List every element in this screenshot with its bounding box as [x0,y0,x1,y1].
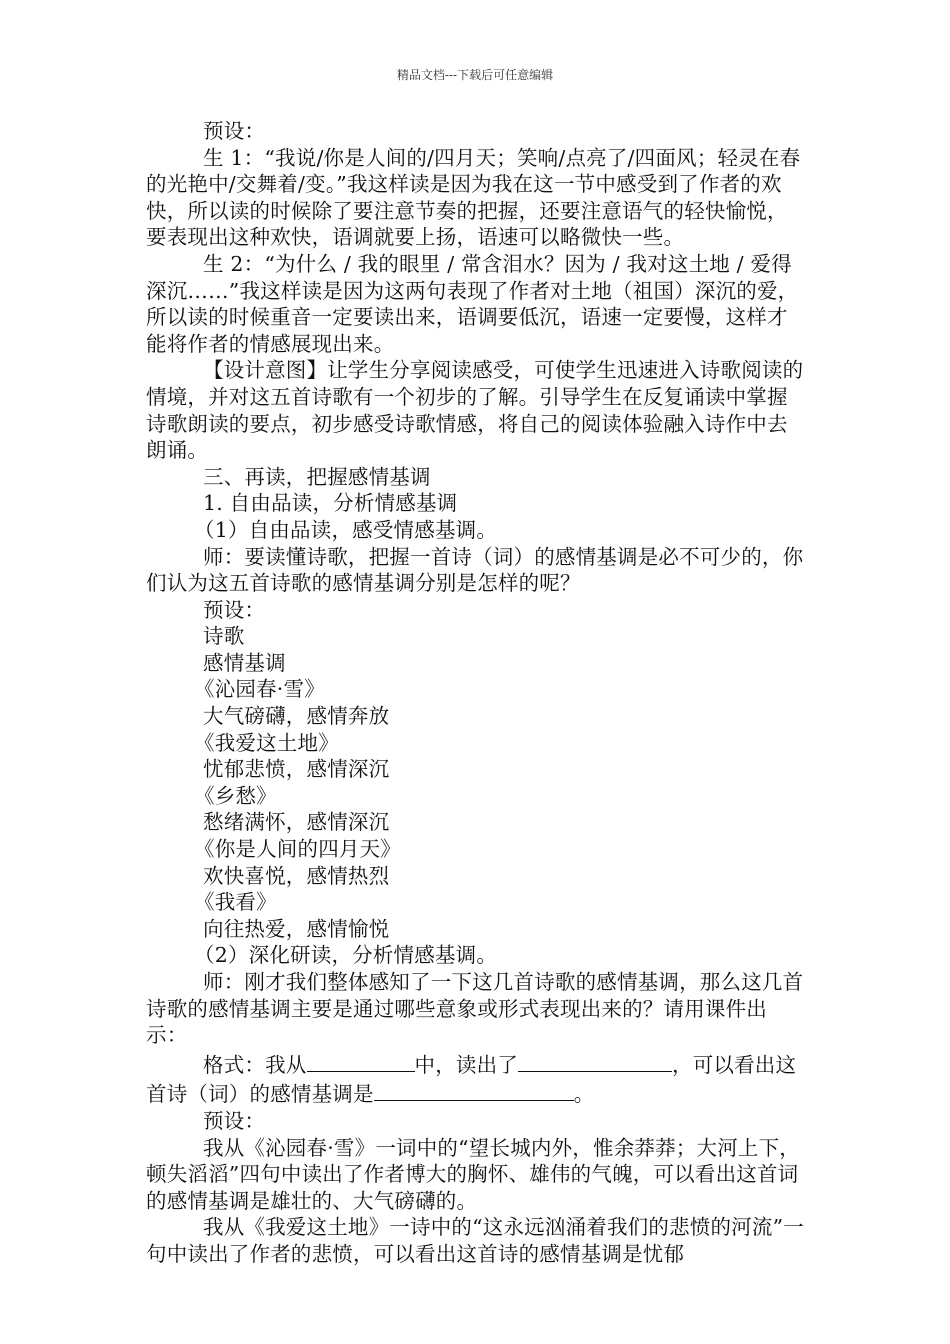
paragraph: 预设： [203,597,266,622]
table-cell-tone: 向往热爱，感情愉悦 [203,916,390,941]
table-cell-tone: 欢快喜悦，感情热烈 [203,863,390,888]
fill-in-blank [374,1078,574,1101]
document-body [146,118,808,1268]
table-header-tone: 感情基调 [203,650,286,675]
design-intent-paragraph: 【设计意图】让学生分享阅读感受，可使学生迅速进入诗歌阅读的情境，并对这五首诗歌有一个初步的了解。引导学生在反复诵读中掌握诗歌朗读的要点，初步感受诗歌情感，将自己的阅读体验融入诗作中去朗诵。 [146,358,804,463]
format-template [146,1049,808,1108]
table-cell-poem: 《乡愁》 [194,783,277,808]
paragraph: 我从《沁园春·雪》一词中的“望长城内外，惟余莽莽；大河上下，顿失滔滔”四句中读出了作者博大的胸怀、雄伟的气魄，可以看出这首词的感情基调是雄壮的、大气磅礴的。 [146,1135,800,1213]
table-cell-tone: 大气磅礴，感情奔放 [203,704,390,729]
paragraph: （2）深化研读，分析情感基调。 [194,943,498,968]
fill-in-blank [307,1049,415,1072]
paragraph: 预设： [203,119,266,143]
section-heading: 三、再读，把握感情基调 [203,464,431,489]
emotion-table [146,623,808,942]
table-cell-poem: 《你是人间的四月天》 [194,837,401,862]
fill-in-blank [518,1049,672,1072]
paragraph: 我从《我爱这土地》一诗中的“这永远汹涌着我们的悲愤的河流”一句中读出了作者的悲愤，可以看出这首诗的感情基调是忧郁 [146,1215,804,1266]
paragraph: 生 2：“为什么 / 我的眼里 / 常含泪水？因为 / 我对这土地 / 爱得深沉……”我这样读是因为这两句表现了作者对土地（祖国）深沉的爱，所以读的时候重音一定要读出来，语调要低沉，语速一定要慢，这样才能将作者的情感展现出来。 [146,251,799,356]
table-cell-poem: 《我看》 [194,890,277,915]
format-text: 中，读出了 [414,1052,518,1077]
table-cell-tone: 忧郁悲愤，感情深沉 [203,757,390,782]
format-text: 格式：我从 [203,1052,307,1077]
table-cell-tone: 愁绪满怀，感情深沉 [203,810,390,835]
paragraph: （1）自由品读，感受情感基调。 [194,517,498,542]
table-cell-poem: 《我爱这土地》 [194,730,339,755]
subsection-heading: 1. 自由品读，分析情感基调 [203,491,458,516]
paragraph: 师：要读懂诗歌，把握一首诗（词）的感情基调是必不可少的，你们认为这五首诗歌的感情基调分别是怎样的呢？ [146,544,804,596]
format-text: 。 [573,1082,595,1107]
table-header-poem: 诗歌 [203,624,245,649]
paragraph: 预设： [203,1108,266,1133]
page-header: 精品文档---下载后可任意编辑 [396,68,554,82]
paragraph: 生 1：“我说/你是人间的/四月天；笑响/点亮了/四面风；轻灵在春的光艳中/交舞着/变。”我这样读是因为我在这一节中感受到了作者的欢快，所以读的时候除了要注意节奏的把握，还要注意语气的轻快愉悦，要表现出这种欢快，语调就要上扬，语速可以略微快一些。 [146,145,801,250]
table-cell-poem: 《沁园春·雪》 [194,677,325,702]
paragraph: 师：刚才我们整体感知了一下这几首诗歌的感情基调，那么这几首诗歌的感情基调主要是通过哪些意象或形式表现出来的？请用课件出示： [146,970,804,1048]
format-text: ，可以看出这首诗（词）的感情基调是 [146,1052,797,1107]
